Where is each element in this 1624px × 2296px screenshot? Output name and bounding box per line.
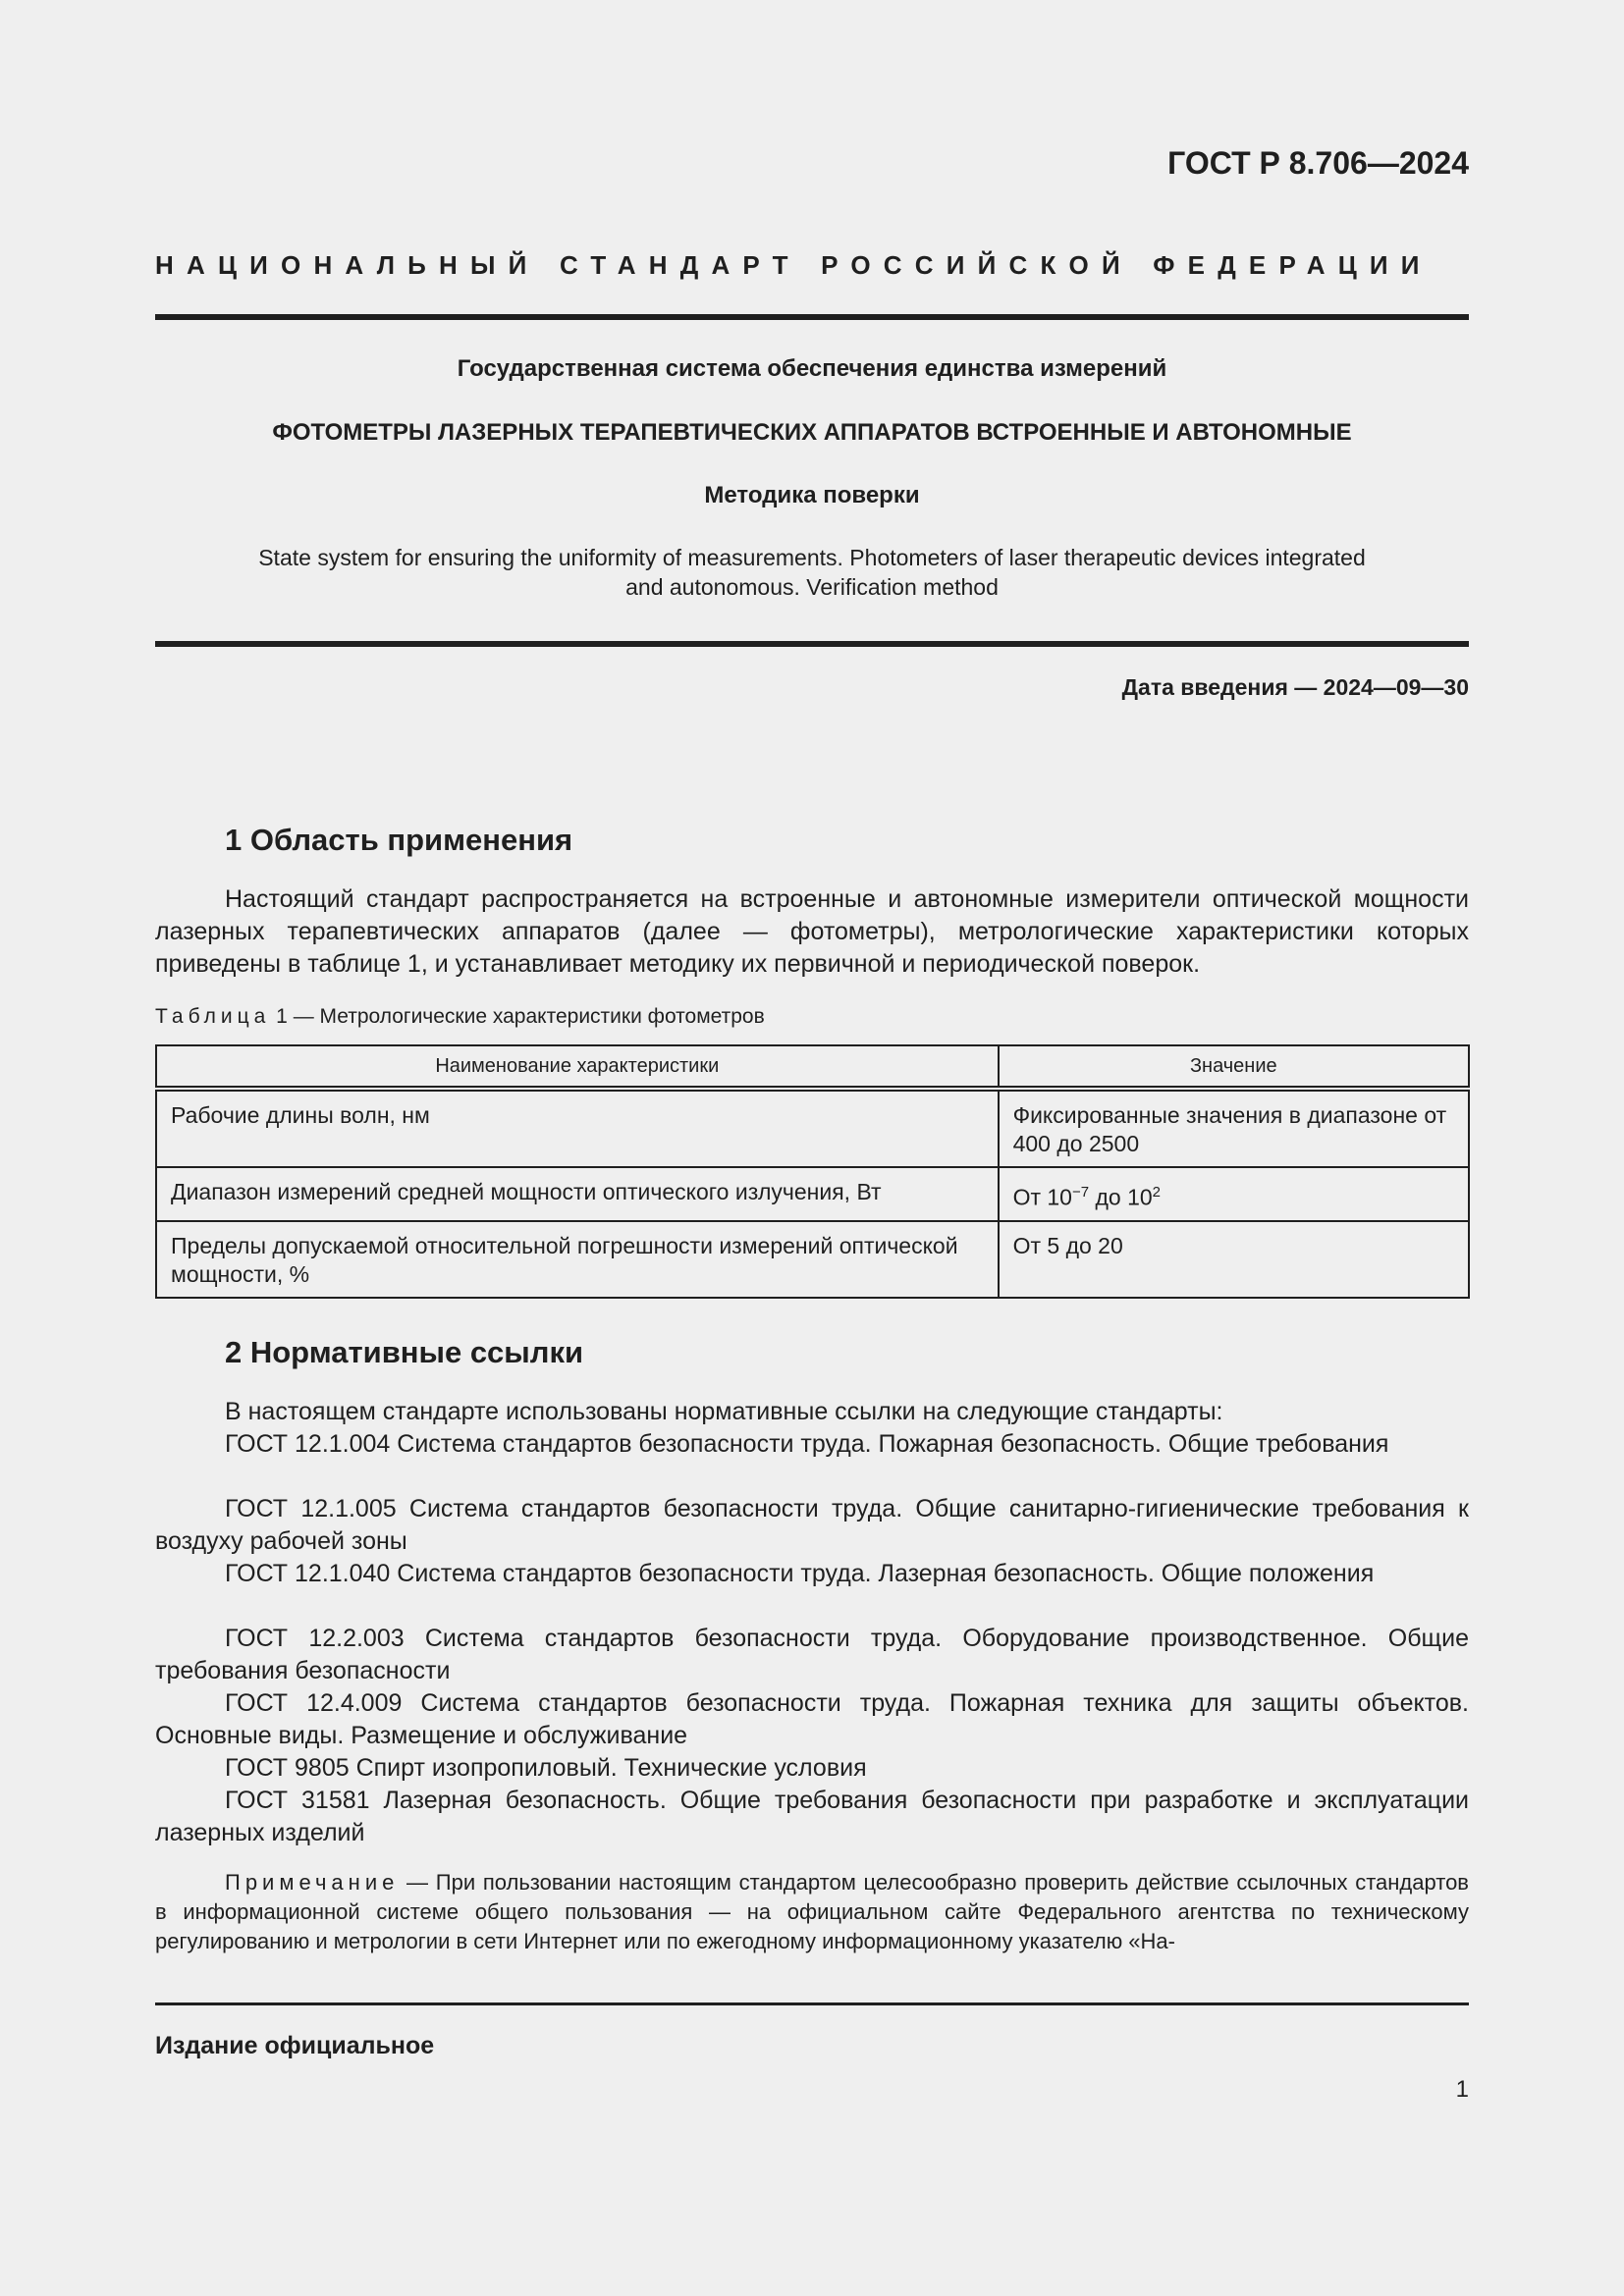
table-cell-value: От $10^{-7}$ до $10^2$	[999, 1167, 1469, 1221]
section-1-paragraph	[155, 883, 1469, 981]
note-text: — При пользовании настоящим стандартом целесообразно проверить действие ссылочных стандартов в информационной системе общего пользования — на официальном сайте Федерального агентства по техническому регулированию и метрологии в сети Интернет или по ежегодному информационному указателю «На-	[155, 1870, 1469, 1953]
method-title: Методика поверки	[704, 482, 920, 508]
national-standard-banner: НАЦИОНАЛЬНЫЙ СТАНДАРТ РОССИЙСКОЙ ФЕДЕРАЦИИ	[155, 250, 1433, 280]
introduction-date: Дата введения — 2024—09—30	[1121, 674, 1469, 700]
title-bottom-rule	[155, 641, 1469, 647]
footer-rule	[155, 2002, 1469, 2005]
table-caption	[155, 1005, 765, 1029]
reference-item: ГОСТ 12.2.003 Система стандартов безопасности труда. Оборудование производственное. Общие требования безопасности	[155, 1625, 1469, 1684]
document-code: ГОСТ Р 8.706—2024	[1167, 145, 1469, 181]
table-cell-name: Пределы допускаемой относительной погрешности измерений оптической мощности, %	[156, 1221, 999, 1298]
reference-item: ГОСТ 9805 Спирт изопропиловый. Технические условия	[225, 1754, 867, 1782]
note-paragraph	[155, 1868, 1469, 1956]
table-header-value: Значение	[999, 1045, 1469, 1089]
system-subtitle: Государственная система обеспечения единства измерений	[457, 355, 1167, 382]
table-header-row	[156, 1045, 1469, 1089]
table-header-characteristic: Наименование характеристики	[156, 1045, 999, 1089]
section-2-intro: В настоящем стандарте использованы нормативные ссылки на следующие стандарты:	[225, 1398, 1223, 1425]
table-row	[156, 1089, 1469, 1167]
table-cell-name: Рабочие длины волн, нм	[156, 1089, 999, 1167]
document-title: ФОТОМЕТРЫ ЛАЗЕРНЫХ ТЕРАПЕВТИЧЕСКИХ АППАРАТОВ ВСТРОЕННЫЕ И АВТОНОМНЫЕ	[272, 419, 1352, 446]
table-cell-value: Фиксированные значения в диапазоне от 400 до 2500	[999, 1089, 1469, 1167]
reference-item: ГОСТ 12.4.009 Система стандартов безопасности труда. Пожарная техника для защиты объектов. Основные виды. Размещение и обслуживание	[155, 1689, 1469, 1749]
top-rule	[155, 314, 1469, 320]
edition-label: Издание официальное	[155, 2032, 435, 2059]
metrology-table	[155, 1044, 1470, 1299]
english-title-line-1: State system for ensuring the uniformity of measurements. Photometers of laser therapeutic devices integrated	[258, 545, 1366, 570]
reference-item: ГОСТ 12.1.004 Система стандартов безопасности труда. Пожарная безопасность. Общие требования	[225, 1430, 1389, 1458]
english-title-line-2: and autonomous. Verification method	[625, 574, 999, 600]
reference-item: ГОСТ 31581 Лазерная безопасность. Общие требования безопасности при разработке и эксплуатации лазерных изделий	[155, 1787, 1469, 1846]
table-cell-value: От 5 до 20	[999, 1221, 1469, 1298]
reference-item: ГОСТ 12.1.040 Система стандартов безопасности труда. Лазерная безопасность. Общие положения	[225, 1560, 1375, 1587]
note-word: Примечание	[225, 1870, 400, 1895]
table-row	[156, 1221, 1469, 1298]
reference-item: ГОСТ 12.1.005 Система стандартов безопасности труда. Общие санитарно-гигиенические требования к воздуху рабочей зоны	[155, 1495, 1469, 1555]
page-number: 1	[1455, 2076, 1469, 2103]
table-caption-text: 1 — Метрологические характеристики фотометров	[270, 1005, 765, 1028]
english-title	[155, 543, 1469, 602]
section-1-heading: 1 Область применения	[225, 823, 573, 857]
table-cell-name: Диапазон измерений средней мощности оптического излучения, Вт	[156, 1167, 999, 1221]
section-2-heading: 2 Нормативные ссылки	[225, 1335, 584, 1369]
section-1-text: Настоящий стандарт распространяется на встроенные и автономные измерители оптической мощности лазерных терапевтических аппаратов (далее — фотометры), метрологические характеристики которых приведены в таблице 1, и устанавливает методику их первичной и периодической поверок.	[155, 885, 1469, 978]
table-caption-word: Таблица	[155, 1005, 271, 1028]
table-row	[156, 1167, 1469, 1221]
